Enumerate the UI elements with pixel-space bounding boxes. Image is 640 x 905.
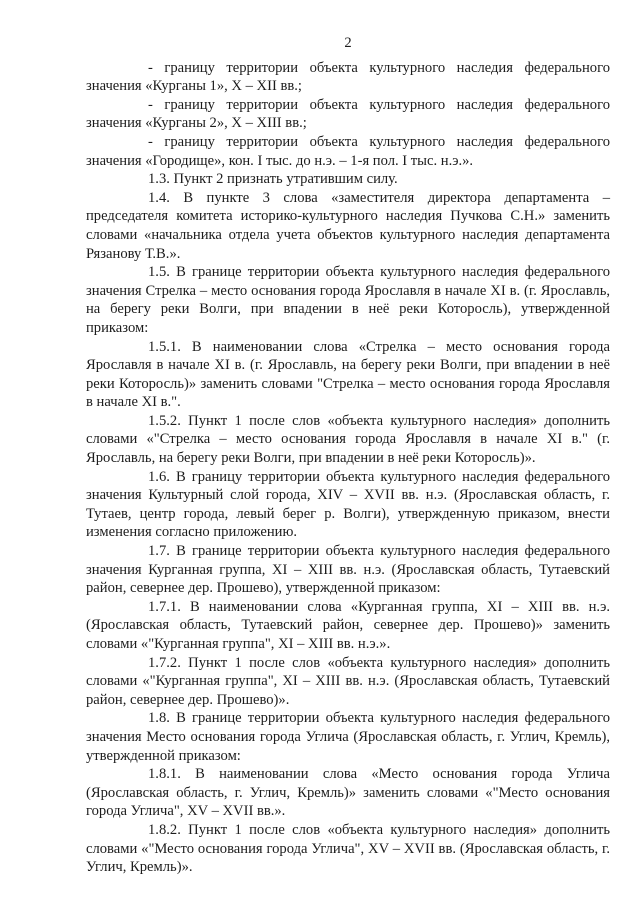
paragraph: 1.3. Пункт 2 признать утратившим силу. [148, 171, 398, 188]
paragraph: 1.8.1. В наименовании слова «Место основания города Углича (Ярославская область, г. Углич, Кремль)» заменить словами «"Место основания города Углича", XV – XVII вв.». [86, 766, 610, 820]
paragraph: 1.8. В границе территории объекта культурного наследия федерального значения Место основания города Углича (Ярославская область, г. Углич, Кремль), утвержденной приказом: [86, 710, 610, 764]
paragraph: - границу территории объекта культурного наследия федерального значения «Курганы 2», X – XIII вв.; [86, 96, 610, 132]
paragraph: 1.8.2. Пункт 1 после слов «объекта культурного наследия» дополнить словами «"Место основания города Углича", XV – XVII вв. (Ярославская область, г. Углич, Кремль)». [86, 821, 610, 876]
paragraph: - границу территории объекта культурного наследия федерального значения «Курганы 1», X – XII вв.; [86, 59, 610, 95]
paragraph: 1.6. В границу территории объекта культурного наследия федерального значения Культурный слой города, XIV – XVII вв. н.э. (Ярославская область, г. Тутаев, центр города, левый берег р. Волги), утвержденную приказом, внести изменения согласно приложению. [86, 468, 610, 541]
paragraph: 1.7.2. Пункт 1 после слов «объекта культурного наследия» дополнить словами «"Курганная группа", XI – XIII вв. н.э. (Ярославская область, Тутаевский район, севернее дер. Прошево)». [86, 654, 610, 708]
document-body [86, 59, 610, 877]
paragraph: 1.5.1. В наименовании слова «Стрелка – место основания города Ярославля в начале XI в. (г. Ярославль, на берегу реки Волги, при впадении в неё реки Которосль)» заменить словами "Стрелка – место основания города Ярославля в начале XI в.". [86, 338, 610, 411]
paragraph: 1.7.1. В наименовании слова «Курганная группа, XI – XIII вв. н.э. (Ярославская область, Тутаевский район, севернее дер. Прошево)» заменить словами «"Курганная группа", XI – XIII вв. н.э.». [86, 598, 610, 652]
page-number: 2 [344, 35, 352, 51]
paragraph: 1.5.2. Пункт 1 после слов «объекта культурного наследия» дополнить словами «"Стрелка – место основания города Ярославля в начале XI в." (г. Ярославль, на берегу реки Волги, при впадении в неё реки Которосль)». [86, 412, 610, 467]
paragraph: 1.7. В границе территории объекта культурного наследия федерального значения Курганная группа, XI – XIII вв. н.э. (Ярославская область, Тутаевский район, севернее дер. Прошево), утвержденной приказом: [86, 543, 610, 597]
paragraph: - границу территории объекта культурного наследия федерального значения «Городище», кон. I тыс. до н.э. – 1-я пол. I тыс. н.э.». [86, 133, 610, 169]
paragraph: 1.5. В границе территории объекта культурного наследия федерального значения Стрелка – место основания города Ярославля в начале XI в. (г. Ярославль, на берегу реки Волги, при впадении в неё реки Которосль), утвержденной приказом: [86, 264, 610, 336]
paragraph: 1.4. В пункте 3 слова «заместителя директора департамента – председателя комитета историко-культурного наследия Пучкова С.Н.» заменить словами «начальника отдела учета объектов культурного наследия департамента Рязанову Т.В.». [86, 189, 610, 262]
